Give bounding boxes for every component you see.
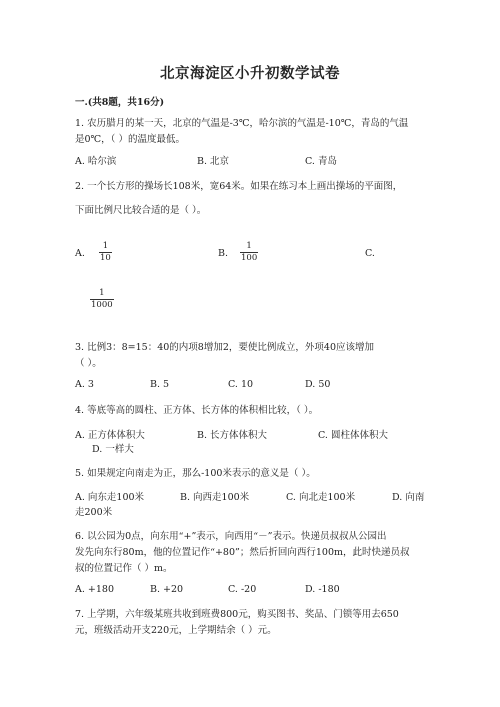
fraction-denominator: 1000 bbox=[91, 300, 113, 310]
question-6-line-3: 叔的位置记作（ ）m。 bbox=[75, 563, 173, 574]
q4-option-c[interactable]: C. 圆柱体体积大 bbox=[318, 430, 388, 441]
q6-option-b[interactable]: B. +20 bbox=[150, 584, 184, 595]
q5-option-d-continuation: 走200米 bbox=[75, 507, 113, 518]
q5-option-a[interactable]: A. 向东走100米 bbox=[75, 492, 145, 503]
question-7-line-1: 7. 上学期，六年级某班共收到班费800元，购买图书、奖品、门锁等用去650 bbox=[75, 609, 399, 620]
question-2-line-2: 下面比例尺比较合适的是（ ）。 bbox=[75, 205, 207, 216]
q3-option-a[interactable]: A. 3 bbox=[75, 379, 94, 390]
question-6-line-2: 发先向东行80m，他的位置记作“+80”；然后折回向西行100m，此时快递员叔 bbox=[75, 547, 410, 558]
q2-option-c-label[interactable]: C. bbox=[365, 248, 375, 259]
q6-option-d[interactable]: D. -180 bbox=[305, 584, 340, 595]
question-4-line-1: 4. 等底等高的圆柱、正方体、长方体的体积相比较，（ ）。 bbox=[75, 405, 319, 416]
question-1-line-2: 是0℃，（ ）的温度最低。 bbox=[75, 134, 185, 145]
section-heading: 一.(共8题，共16分) bbox=[75, 97, 165, 108]
q2-option-c-fraction[interactable] bbox=[90, 288, 114, 311]
question-2-line-1: 2. 一个长方形的操场长108米，宽64米。如果在练习本上画出操场的平面图， bbox=[75, 181, 403, 192]
q2-option-b-label[interactable]: B. bbox=[218, 248, 229, 259]
question-6-line-1: 6. 以公园为0点，向东用“+”表示，向西用“－”表示。快递员叔叔从公园出 bbox=[75, 531, 387, 542]
q3-option-d[interactable]: D. 50 bbox=[305, 379, 331, 390]
q2-option-b-fraction[interactable] bbox=[240, 241, 258, 264]
q1-option-c[interactable]: C. 青岛 bbox=[305, 156, 337, 167]
fraction-numerator: 1 bbox=[99, 288, 105, 298]
q4-option-a[interactable]: A. 正方体体积大 bbox=[75, 430, 145, 441]
q1-option-a[interactable]: A. 哈尔滨 bbox=[75, 156, 117, 167]
q3-option-b[interactable]: B. 5 bbox=[150, 379, 170, 390]
q5-option-d[interactable]: D. 向南 bbox=[392, 492, 425, 503]
page-title: 北京海淀区小升初数学试卷 bbox=[160, 65, 340, 82]
q6-option-c[interactable]: C. -20 bbox=[228, 584, 257, 595]
question-1-line-1: 1. 农历腊月的某一天，北京的气温是-3℃，哈尔滨的气温是-10℃，青岛的气温 bbox=[75, 118, 409, 129]
question-5-line-1: 5. 如果规定向南走为正，那么-100米表示的意义是（ ）。 bbox=[75, 468, 316, 479]
q4-option-b[interactable]: B. 长方体体积大 bbox=[197, 430, 268, 441]
q4-option-d[interactable]: D. 一样大 bbox=[92, 444, 134, 455]
q5-option-b[interactable]: B. 向西走100米 bbox=[180, 492, 250, 503]
q6-option-a[interactable]: A. +180 bbox=[75, 584, 114, 595]
q1-option-b[interactable]: B. 北京 bbox=[197, 156, 230, 167]
q3-option-c[interactable]: C. 10 bbox=[228, 379, 254, 390]
fraction-numerator: 1 bbox=[102, 241, 109, 251]
q2-option-a-fraction[interactable] bbox=[99, 241, 112, 264]
fraction-denominator: 100 bbox=[241, 253, 258, 263]
q5-option-c[interactable]: C. 向北走100米 bbox=[286, 492, 356, 503]
fraction-denominator: 10 bbox=[100, 253, 111, 263]
question-3-line-2: （ ）。 bbox=[75, 358, 102, 369]
question-7-line-2: 元，班级活动开支220元，上学期结余（ ）元。 bbox=[75, 625, 277, 636]
fraction-numerator: 1 bbox=[246, 241, 252, 251]
q2-option-a-label[interactable]: A. bbox=[75, 248, 85, 259]
question-3-line-1: 3. 比例3：8=15：40的内项8增加2，要使比例成立，外项40应该增加 bbox=[75, 342, 374, 353]
